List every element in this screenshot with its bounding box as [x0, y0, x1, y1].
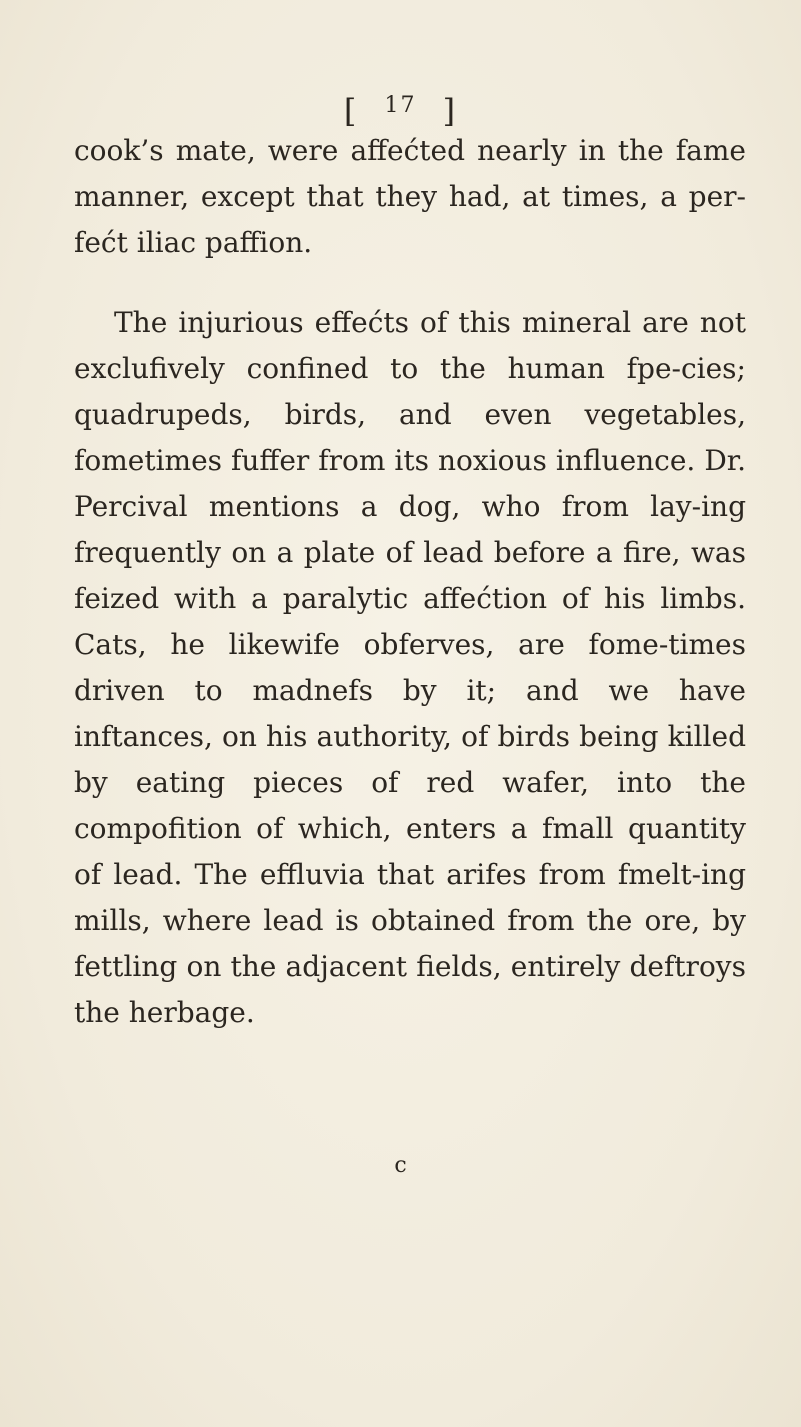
body-text [74, 128, 746, 1036]
page-number: 17 [384, 93, 417, 118]
bracket-left: [ [343, 92, 359, 130]
page-number-header [0, 92, 801, 130]
paragraph: cook’s mate, were affećted nearly in the fame manner, except that they had, at times, a per-fećt iliac paffion. [74, 134, 746, 259]
paragraph: The injurious effećts of this mineral are not exclufively confined to the human fpe-cies; quadrupeds, birds, and even vegetables, fometimes fuffer from its noxious influence. Dr. Percival mentions a dog, who from lay-ing frequently on a plate of lead before a fire, was feized with a paralytic affećtion of his limbs. Cats, he likewife obferves, are fome-times driven to madnefs by it; and we have inftances, on his authority, of birds being killed by eating pieces of red wafer, into the compofition of which, enters a fmall quantity of lead. The effluvia that arifes from fmelt-ing mills, where lead is obtained from the ore, by fettling on the adjacent fields, entirely deftroys the herbage. [74, 306, 746, 1029]
bracket-right: ] [442, 92, 458, 130]
signature-mark: c [394, 1153, 407, 1178]
